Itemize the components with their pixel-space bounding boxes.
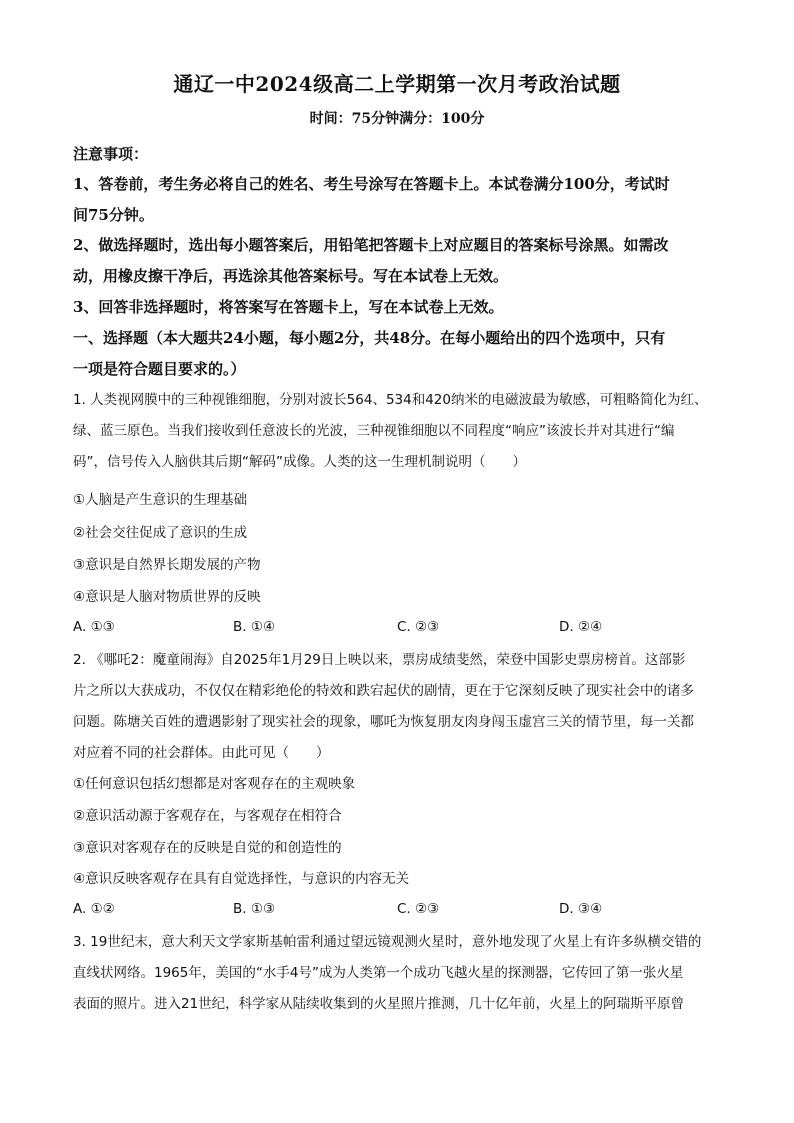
question-1-stem: 码”，信号传入人脑供其后期“解码”成像。人类的这一生理机制说明（ ） <box>73 454 526 470</box>
exam-title: 通辽一中2024级高二上学期第一次月考政治试题 <box>173 72 621 96</box>
exam-time-score: 时间：75分钟满分：100分 <box>309 111 485 127</box>
choice-d[interactable]: D. ②④ <box>559 619 603 635</box>
question-3-stem: 表面的照片。进入21世纪，科学家从陆续收集到的火星照片推测，几十亿年前，火星上的阿瑞斯平原曾 <box>73 996 685 1012</box>
notice-heading: 注意事项： <box>73 145 149 163</box>
question-1-statement: ①人脑是产生意识的生理基础 <box>73 492 248 508</box>
question-1-statement: ④意识是人脑对物质世界的反映 <box>73 589 261 605</box>
question-3-stem: 3. 19世纪末，意大利天文学家斯基帕雷利通过望远镜观测火星时，意外地发现了火星上有许多纵横交错的 <box>73 934 702 950</box>
choice-b[interactable]: B. ①③ <box>233 901 276 917</box>
question-2-statement: ②意识活动源于客观存在，与客观存在相符合 <box>73 808 342 824</box>
question-2-choices <box>73 901 713 921</box>
question-1-stem: 绿、蓝三原色。当我们接收到任意波长的光波，三种视锥细胞以不同程度“响应”该波长并对其进行“编 <box>73 423 675 439</box>
question-2-stem: 问题。陈塘关百姓的遭遇影射了现实社会的现象，哪吒为恢复朋友肉身闯玉虚宫三关的情节里，每一关都 <box>73 714 694 730</box>
notice-item-2: 2、做选择题时，选出每小题答案后，用铅笔把答题卡上对应题目的答案标号涂黑。如需改 <box>73 236 669 254</box>
question-2-statement: ①任何意识包括幻想都是对客观存在的主观映象 <box>73 776 356 792</box>
notice-item-3: 3、回答非选择题时，将答案写在答题卡上，写在本试卷上无效。 <box>73 298 504 316</box>
question-2-statement: ④意识反映客观存在具有自觉选择性，与意识的内容无关 <box>73 871 410 887</box>
choice-c[interactable]: C. ②③ <box>397 619 440 635</box>
question-3-stem: 直线状网络。1965年，美国的“水手4号”成为人类第一个成功飞越火星的探测器，它传回了第一张火星 <box>73 965 684 981</box>
section-heading: 一、选择题（本大题共24小题，每小题2分，共48分。在每小题给出的四个选项中，只有 <box>73 329 666 347</box>
notice-item-2-cont: 动，用橡皮擦干净后，再选涂其他答案标号。写在本试卷上无效。 <box>73 267 509 285</box>
question-1-stem: 1. 人类视网膜中的三种视锥细胞，分别对波长564、534和420纳米的电磁波最为敏感，可粗略简化为红、 <box>73 392 708 408</box>
choice-d[interactable]: D. ③④ <box>559 901 603 917</box>
choice-b[interactable]: B. ①④ <box>233 619 276 635</box>
question-2-stem: 片之所以大获成功，不仅仅在精彩绝伦的特效和跌宕起伏的剧情，更在于它深刻反映了现实社会中的诸多 <box>73 683 694 699</box>
question-1-choices <box>73 619 713 639</box>
choice-a[interactable]: A. ①② <box>73 901 115 917</box>
choice-c[interactable]: C. ②③ <box>397 901 440 917</box>
question-2-stem: 2. 《哪吒2：魔童闹海》自2025年1月29日上映以来，票房成绩斐然，荣登中国影史票房榜首。这部影 <box>73 652 686 668</box>
choice-a[interactable]: A. ①③ <box>73 619 115 635</box>
notice-item-1: 1、答卷前，考生务必将自己的姓名、考生号涂写在答题卡上。本试卷满分100分，考试时 <box>73 175 670 193</box>
section-heading-cont: 一项是符合题目要求的。） <box>73 360 246 378</box>
question-1-statement: ②社会交往促成了意识的生成 <box>73 525 248 541</box>
question-2-stem: 对应着不同的社会群体。由此可见（ ） <box>73 745 330 761</box>
notice-item-1-cont: 间75分钟。 <box>73 206 154 224</box>
question-2-statement: ③意识对客观存在的反映是自觉的和创造性的 <box>73 840 342 856</box>
question-1-statement: ③意识是自然界长期发展的产物 <box>73 557 261 573</box>
